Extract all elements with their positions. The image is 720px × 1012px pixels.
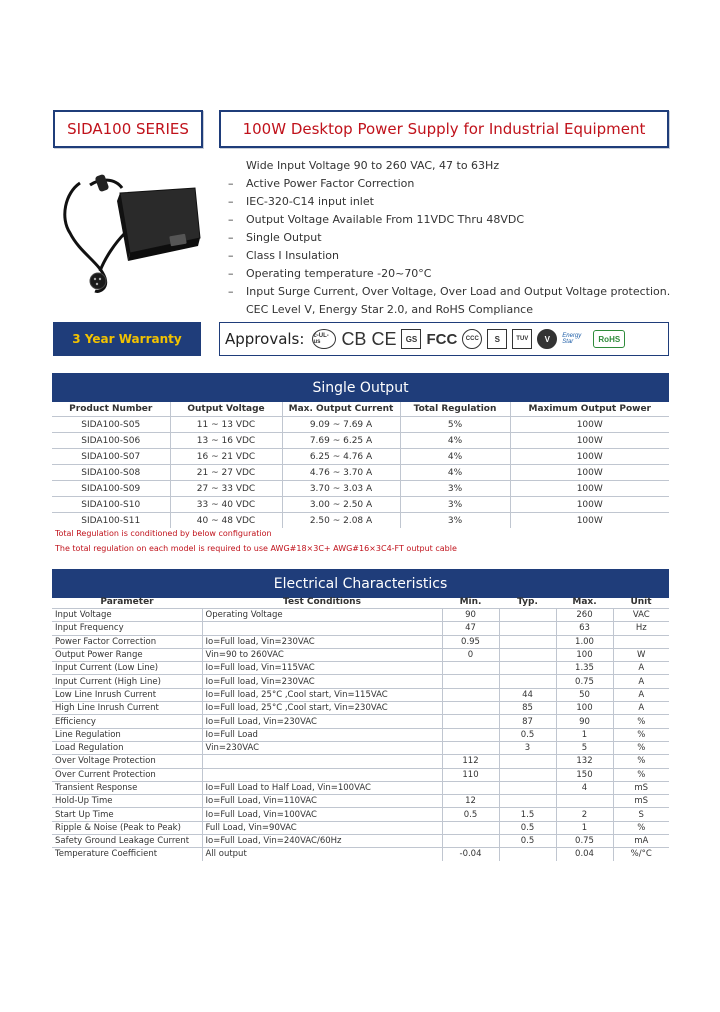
ce-mark-icon: CE <box>371 328 397 349</box>
table-cell: 1.00 <box>556 635 613 648</box>
table-cell: Vin=90 to 260VAC <box>202 648 442 661</box>
table-cell: A <box>613 702 669 715</box>
table-cell: 100W <box>510 417 669 433</box>
table-cell: 100W <box>510 513 669 529</box>
table-cell: W <box>613 648 669 661</box>
table-cell: High Line Inrush Current <box>52 702 202 715</box>
table-cell: Low Line Inrush Current <box>52 688 202 701</box>
table-cell: -0.04 <box>442 848 499 861</box>
table-cell: Vin=230VAC <box>202 741 442 754</box>
table-row <box>52 728 669 741</box>
table-cell: 0.04 <box>556 848 613 861</box>
rohs-mark-icon: RoHS <box>593 330 625 348</box>
table-cell: All output <box>202 848 442 861</box>
table-cell: SIDA100-S09 <box>52 481 170 497</box>
table-cell: 47 <box>442 622 499 635</box>
table-cell: 87 <box>499 715 556 728</box>
table-row <box>52 609 669 622</box>
table-cell: % <box>613 755 669 768</box>
table-cell: 4.76 ~ 3.70 A <box>282 465 400 481</box>
column-header: Product Number <box>69 404 153 414</box>
table-row <box>52 622 669 635</box>
series-title-box <box>53 110 203 148</box>
table-cell <box>499 609 556 622</box>
table-cell: Start Up Time <box>52 808 202 821</box>
ul-mark-icon: c-UL-us <box>312 329 336 349</box>
fcc-mark-icon: FCC <box>426 330 458 348</box>
table-cell: Temperature Coefficient <box>52 848 202 861</box>
table-row <box>52 835 669 848</box>
table-cell: % <box>613 728 669 741</box>
table-cell: 100 <box>556 702 613 715</box>
table-cell: 132 <box>556 755 613 768</box>
table-row <box>52 795 669 808</box>
table-cell: 150 <box>556 768 613 781</box>
table-cell: 6.25 ~ 4.76 A <box>282 449 400 465</box>
table-cell: 3% <box>400 513 510 529</box>
table-cell: A <box>613 662 669 675</box>
power-supply-image <box>60 163 205 298</box>
feature-item: – Input Surge Current, Over Voltage, Over Load and Output Voltage protection. <box>228 283 668 301</box>
table-cell: 1 <box>556 728 613 741</box>
table-cell <box>499 781 556 794</box>
table-cell: 90 <box>442 609 499 622</box>
table-cell: 5% <box>400 417 510 433</box>
table-row <box>52 741 669 754</box>
column-header: Min. <box>459 597 482 607</box>
table-cell <box>499 622 556 635</box>
table-cell: 0.95 <box>442 635 499 648</box>
table-cell: Efficiency <box>52 715 202 728</box>
ccc-mark-icon: CCC <box>462 329 482 349</box>
table-cell <box>499 635 556 648</box>
table-cell: 7.69 ~ 6.25 A <box>282 433 400 449</box>
table-cell: 63 <box>556 622 613 635</box>
table-cell <box>613 635 669 648</box>
table-row <box>52 781 669 794</box>
column-header: Maximum Output Power <box>510 402 669 417</box>
table-cell: % <box>613 715 669 728</box>
table-cell: % <box>613 768 669 781</box>
s-mark-icon: S <box>487 329 507 349</box>
table-cell <box>442 688 499 701</box>
feature-list <box>228 157 671 319</box>
table-cell <box>499 768 556 781</box>
table-cell: S <box>613 808 669 821</box>
table-cell <box>442 741 499 754</box>
gs-mark-icon: GS <box>401 329 421 349</box>
table-cell: 112 <box>442 755 499 768</box>
column-header: Unit <box>630 597 652 607</box>
table-cell: 260 <box>556 609 613 622</box>
table-cell: 0.75 <box>556 835 613 848</box>
table-cell: 100W <box>510 465 669 481</box>
table-cell: 40 ~ 48 VDC <box>170 513 282 529</box>
table-cell <box>499 795 556 808</box>
table-row <box>52 433 669 449</box>
table-cell: 0.5 <box>499 835 556 848</box>
feature-item: – Class I Insulation <box>228 247 668 265</box>
table-cell: 4 <box>556 781 613 794</box>
feature-item: – IEC-320-C14 input inlet <box>228 193 668 211</box>
table-cell: 3.70 ~ 3.03 A <box>282 481 400 497</box>
table-cell: 4% <box>400 433 510 449</box>
feature-item: – Active Power Factor Correction <box>228 175 668 193</box>
table-cell: % <box>613 821 669 834</box>
table-cell: 12 <box>442 795 499 808</box>
regulation-note: Total Regulation is conditioned by below configuration <box>55 529 272 538</box>
feature-item: – Operating temperature -20~70°C <box>228 265 668 283</box>
table-cell: 33 ~ 40 VDC <box>170 497 282 513</box>
table-row <box>52 808 669 821</box>
table-cell <box>442 662 499 675</box>
table-cell: 44 <box>499 688 556 701</box>
table-cell: Io=Full load, Vin=230VAC <box>202 635 442 648</box>
table-row <box>52 715 669 728</box>
product-title-box <box>219 110 669 148</box>
table-cell: 110 <box>442 768 499 781</box>
table-cell: Line Regulation <box>52 728 202 741</box>
table-row <box>52 688 669 701</box>
table-cell <box>442 781 499 794</box>
table-cell: Io=Full Load <box>202 728 442 741</box>
table-cell: SIDA100-S06 <box>52 433 170 449</box>
table-cell: Io=Full Load, Vin=230VAC <box>202 715 442 728</box>
cable-note: The total regulation on each model is required to use AWG#18×3C+ AWG#16×3C4-FT output cable <box>55 544 457 553</box>
warranty-badge: 3 Year Warranty <box>53 322 201 356</box>
level-v-mark-icon: V <box>537 329 557 349</box>
table-cell: Operating Voltage <box>202 609 442 622</box>
table-cell: 13 ~ 16 VDC <box>170 433 282 449</box>
table-cell: Input Current (High Line) <box>52 675 202 688</box>
table-cell: 3.00 ~ 2.50 A <box>282 497 400 513</box>
table-cell: 1 <box>556 821 613 834</box>
table-row <box>52 481 669 497</box>
table-cell: Io=Full Load to Half Load, Vin=100VAC <box>202 781 442 794</box>
electrical-characteristics-header: Electrical Characteristics <box>52 569 669 598</box>
table-cell: Output Power Range <box>52 648 202 661</box>
table-cell: Io=Full load, Vin=230VAC <box>202 675 442 688</box>
single-output-header: Single Output <box>52 373 669 402</box>
feature-item: Wide Input Voltage 90 to 260 VAC, 47 to 63Hz <box>246 159 500 172</box>
table-cell: Power Factor Correction <box>52 635 202 648</box>
table-row <box>52 449 669 465</box>
table-cell: Io=Full load, 25°C ,Cool start, Vin=115VAC <box>202 688 442 701</box>
table-row <box>52 702 669 715</box>
table-cell: 11 ~ 13 VDC <box>170 417 282 433</box>
table-cell: SIDA100-S10 <box>52 497 170 513</box>
table-cell: 9.09 ~ 7.69 A <box>282 417 400 433</box>
table-cell: 5 <box>556 741 613 754</box>
table-cell: 100W <box>510 449 669 465</box>
table-cell: mS <box>613 795 669 808</box>
table-row <box>52 513 669 529</box>
table-row <box>52 417 669 433</box>
tuv-mark-icon: TUV <box>512 329 532 349</box>
table-cell: Input Current (Low Line) <box>52 662 202 675</box>
column-header: Parameter <box>100 597 154 607</box>
table-cell: 1.5 <box>499 808 556 821</box>
table-cell <box>499 648 556 661</box>
series-title: SIDA100 SERIES <box>67 120 189 138</box>
table-row <box>52 635 669 648</box>
table-cell: 3 <box>499 741 556 754</box>
cb-mark-icon: CB <box>341 328 367 349</box>
table-cell: 3% <box>400 481 510 497</box>
table-cell <box>499 755 556 768</box>
table-cell: Io=Full Load, Vin=100VAC <box>202 808 442 821</box>
power-supply-illustration <box>60 163 205 298</box>
table-cell <box>442 702 499 715</box>
column-header: Typ. <box>517 597 538 607</box>
table-cell: SIDA100-S11 <box>52 513 170 529</box>
table-cell: 0.5 <box>499 821 556 834</box>
table-row <box>52 648 669 661</box>
table-cell <box>202 622 442 635</box>
column-header: Output Voltage <box>170 402 282 417</box>
table-cell: Io=Full load, Vin=115VAC <box>202 662 442 675</box>
table-cell: 90 <box>556 715 613 728</box>
table-cell: 0.75 <box>556 675 613 688</box>
column-header: Max. <box>572 597 597 607</box>
table-cell: % <box>613 741 669 754</box>
table-cell <box>202 755 442 768</box>
table-cell: SIDA100-S07 <box>52 449 170 465</box>
table-cell: SIDA100-S05 <box>52 417 170 433</box>
table-cell: Transient Response <box>52 781 202 794</box>
table-cell: 100W <box>510 497 669 513</box>
electrical-characteristics-table <box>52 596 669 861</box>
table-row <box>52 497 669 513</box>
table-cell: VAC <box>613 609 669 622</box>
table-cell <box>442 835 499 848</box>
approvals-label: Approvals: <box>225 330 305 348</box>
table-cell: 27 ~ 33 VDC <box>170 481 282 497</box>
table-cell <box>442 821 499 834</box>
table-cell: %/°C <box>613 848 669 861</box>
table-cell <box>442 715 499 728</box>
table-cell: 21 ~ 27 VDC <box>170 465 282 481</box>
table-cell: 2.50 ~ 2.08 A <box>282 513 400 529</box>
table-cell: 0 <box>442 648 499 661</box>
table-cell <box>442 675 499 688</box>
table-cell: Hold-Up Time <box>52 795 202 808</box>
table-cell: Io=Full Load, Vin=110VAC <box>202 795 442 808</box>
table-cell: 100 <box>556 648 613 661</box>
table-cell <box>499 848 556 861</box>
table-cell: 4% <box>400 465 510 481</box>
column-header: Max. Output Current <box>282 402 400 417</box>
table-cell: Load Regulation <box>52 741 202 754</box>
table-cell: 2 <box>556 808 613 821</box>
table-cell: Full Load, Vin=90VAC <box>202 821 442 834</box>
single-output-table <box>52 402 669 528</box>
table-row <box>52 465 669 481</box>
table-row <box>52 662 669 675</box>
feature-item: CEC Level V, Energy Star 2.0, and RoHS Compliance <box>246 303 533 316</box>
table-cell: 100W <box>510 481 669 497</box>
table-cell: 16 ~ 21 VDC <box>170 449 282 465</box>
table-cell: Input Frequency <box>52 622 202 635</box>
table-cell: Io=Full load, 25°C ,Cool start, Vin=230VAC <box>202 702 442 715</box>
table-cell <box>499 662 556 675</box>
table-cell: Safety Ground Leakage Current <box>52 835 202 848</box>
column-header: Test Conditions <box>283 597 361 607</box>
table-cell <box>556 795 613 808</box>
table-cell: Input Voltage <box>52 609 202 622</box>
table-cell: mS <box>613 781 669 794</box>
product-title: 100W Desktop Power Supply for Industrial Equipment <box>242 120 646 138</box>
table-row <box>52 675 669 688</box>
table-cell: 50 <box>556 688 613 701</box>
table-cell: Ripple & Noise (Peak to Peak) <box>52 821 202 834</box>
table-cell: mA <box>613 835 669 848</box>
table-cell: 0.5 <box>499 728 556 741</box>
table-header-row <box>52 402 669 417</box>
table-cell: Io=Full Load, Vin=240VAC/60Hz <box>202 835 442 848</box>
table-cell: 1.35 <box>556 662 613 675</box>
table-cell: 100W <box>510 433 669 449</box>
table-cell <box>202 768 442 781</box>
column-header: Total Regulation <box>400 402 510 417</box>
table-cell: Hz <box>613 622 669 635</box>
table-cell: 4% <box>400 449 510 465</box>
table-cell: A <box>613 675 669 688</box>
table-row <box>52 755 669 768</box>
table-cell: 0.5 <box>442 808 499 821</box>
table-cell: 3% <box>400 497 510 513</box>
table-row <box>52 848 669 861</box>
table-row <box>52 821 669 834</box>
approvals-box <box>219 322 669 356</box>
table-row <box>52 768 669 781</box>
table-header-row <box>52 596 669 609</box>
table-cell <box>499 675 556 688</box>
feature-item: – Output Voltage Available From 11VDC Thru 48VDC <box>228 211 668 229</box>
table-cell: SIDA100-S08 <box>52 465 170 481</box>
table-cell: Over Voltage Protection <box>52 755 202 768</box>
table-cell: A <box>613 688 669 701</box>
table-cell: Over Current Protection <box>52 768 202 781</box>
table-cell: 85 <box>499 702 556 715</box>
feature-item: – Single Output <box>228 229 668 247</box>
table-cell <box>442 728 499 741</box>
energy-star-mark-icon: Energy Star <box>562 333 582 345</box>
